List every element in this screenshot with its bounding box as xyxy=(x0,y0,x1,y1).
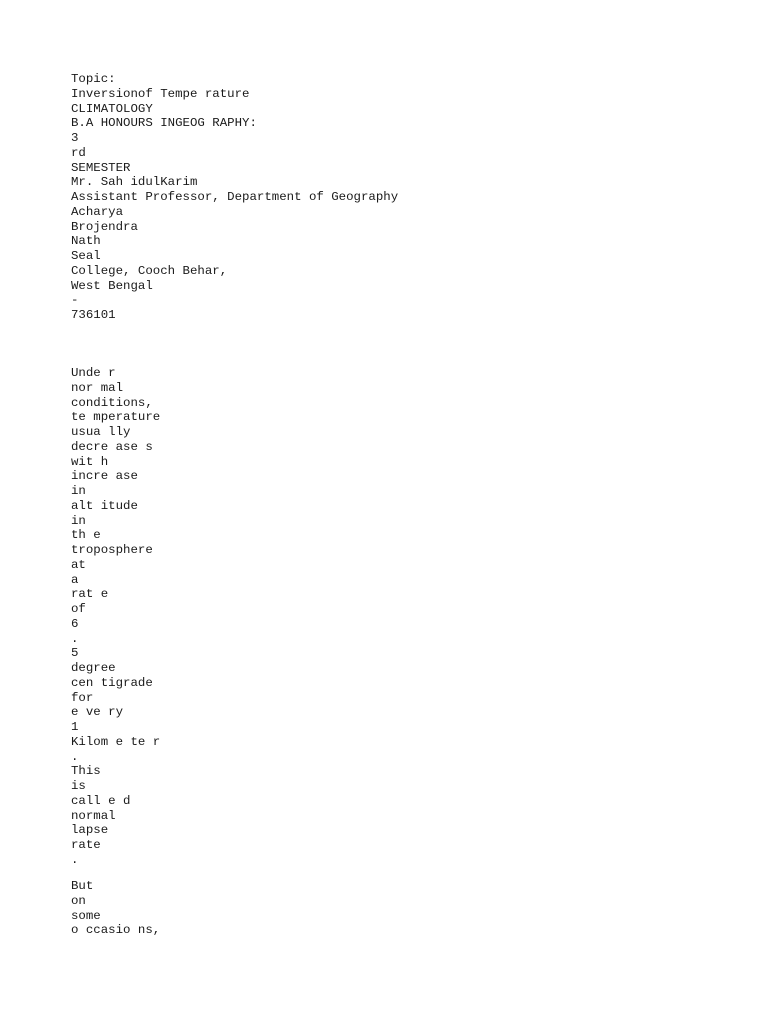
header-text-line: Acharya xyxy=(71,204,124,219)
body-text-line: at xyxy=(71,557,86,572)
header-text-line: Brojendra xyxy=(71,219,138,234)
header-text-line: 3 xyxy=(71,131,79,145)
body-text-line: usua lly xyxy=(71,425,131,439)
body-text-line: decre ase s xyxy=(71,439,153,454)
body-text-line: 1 xyxy=(71,720,79,734)
body-text-line: e ve ry xyxy=(71,705,124,720)
body-text-line: conditions, xyxy=(71,395,153,410)
body-text-line: rat e xyxy=(71,587,109,602)
paragraph-occasions xyxy=(71,879,160,938)
header-text-line: 736101 xyxy=(71,308,116,322)
header-text-line: Seal xyxy=(71,249,101,263)
header-text-line: Assistant Professor, Department of Geography xyxy=(71,190,399,204)
body-text-line: Kilom e te r xyxy=(71,734,161,749)
body-text-line: in xyxy=(71,513,86,528)
header-text-line: - xyxy=(71,293,79,308)
body-text-line: some xyxy=(71,908,101,923)
body-text-line: incre ase xyxy=(71,469,138,484)
header-text-line: College, Cooch Behar, xyxy=(71,263,228,278)
header-text-line: Inversionof Tempe rature xyxy=(71,86,250,101)
header-text-line: Topic: xyxy=(71,72,116,86)
body-text-line: cen tigrade xyxy=(71,675,153,690)
header-text-line: Mr. Sah idulKarim xyxy=(71,175,198,190)
header-text-line: West Bengal xyxy=(71,278,153,293)
body-text-line: Unde r xyxy=(71,366,116,380)
body-text-line: alt itude xyxy=(71,498,138,513)
body-text-line: degree xyxy=(71,661,116,675)
body-text-line: on xyxy=(71,893,86,908)
body-text-line: This xyxy=(71,764,101,779)
body-text-line: of xyxy=(71,602,86,616)
header-text-line: B.A HONOURS INGEOG RAPHY: xyxy=(71,116,257,131)
body-text-line: a xyxy=(71,572,79,587)
body-text-line: troposphere xyxy=(71,543,153,557)
body-text-line: . xyxy=(71,749,79,764)
header-text-line: CLIMATOLOGY xyxy=(71,101,153,116)
body-text-line: . xyxy=(71,631,79,646)
header-text-line: Nath xyxy=(71,234,101,249)
body-text-line: . xyxy=(71,852,79,867)
body-text-line: o ccasio ns, xyxy=(71,923,161,938)
header-text-line: rd xyxy=(71,145,86,160)
body-text-line: lapse xyxy=(71,823,109,838)
body-text-line: nor mal xyxy=(71,380,124,395)
body-text-line: wit h xyxy=(71,454,109,469)
body-text-line: te mperature xyxy=(71,410,161,425)
paragraph-normal-lapse-rate xyxy=(71,366,160,868)
body-text-line: 6 xyxy=(71,616,79,631)
body-text-line: call e d xyxy=(71,793,131,808)
body-text-line: normal xyxy=(71,808,116,823)
body-text-line: rate xyxy=(71,838,101,852)
body-text-line: for xyxy=(71,690,94,705)
body-text-line: th e xyxy=(71,528,101,543)
body-text-line: in xyxy=(71,484,86,498)
body-text-line: 5 xyxy=(71,646,79,661)
body-text-line: But xyxy=(71,879,94,893)
document-header xyxy=(71,72,398,323)
header-text-line: SEMESTER xyxy=(71,160,131,175)
body-text-line: is xyxy=(71,779,86,793)
